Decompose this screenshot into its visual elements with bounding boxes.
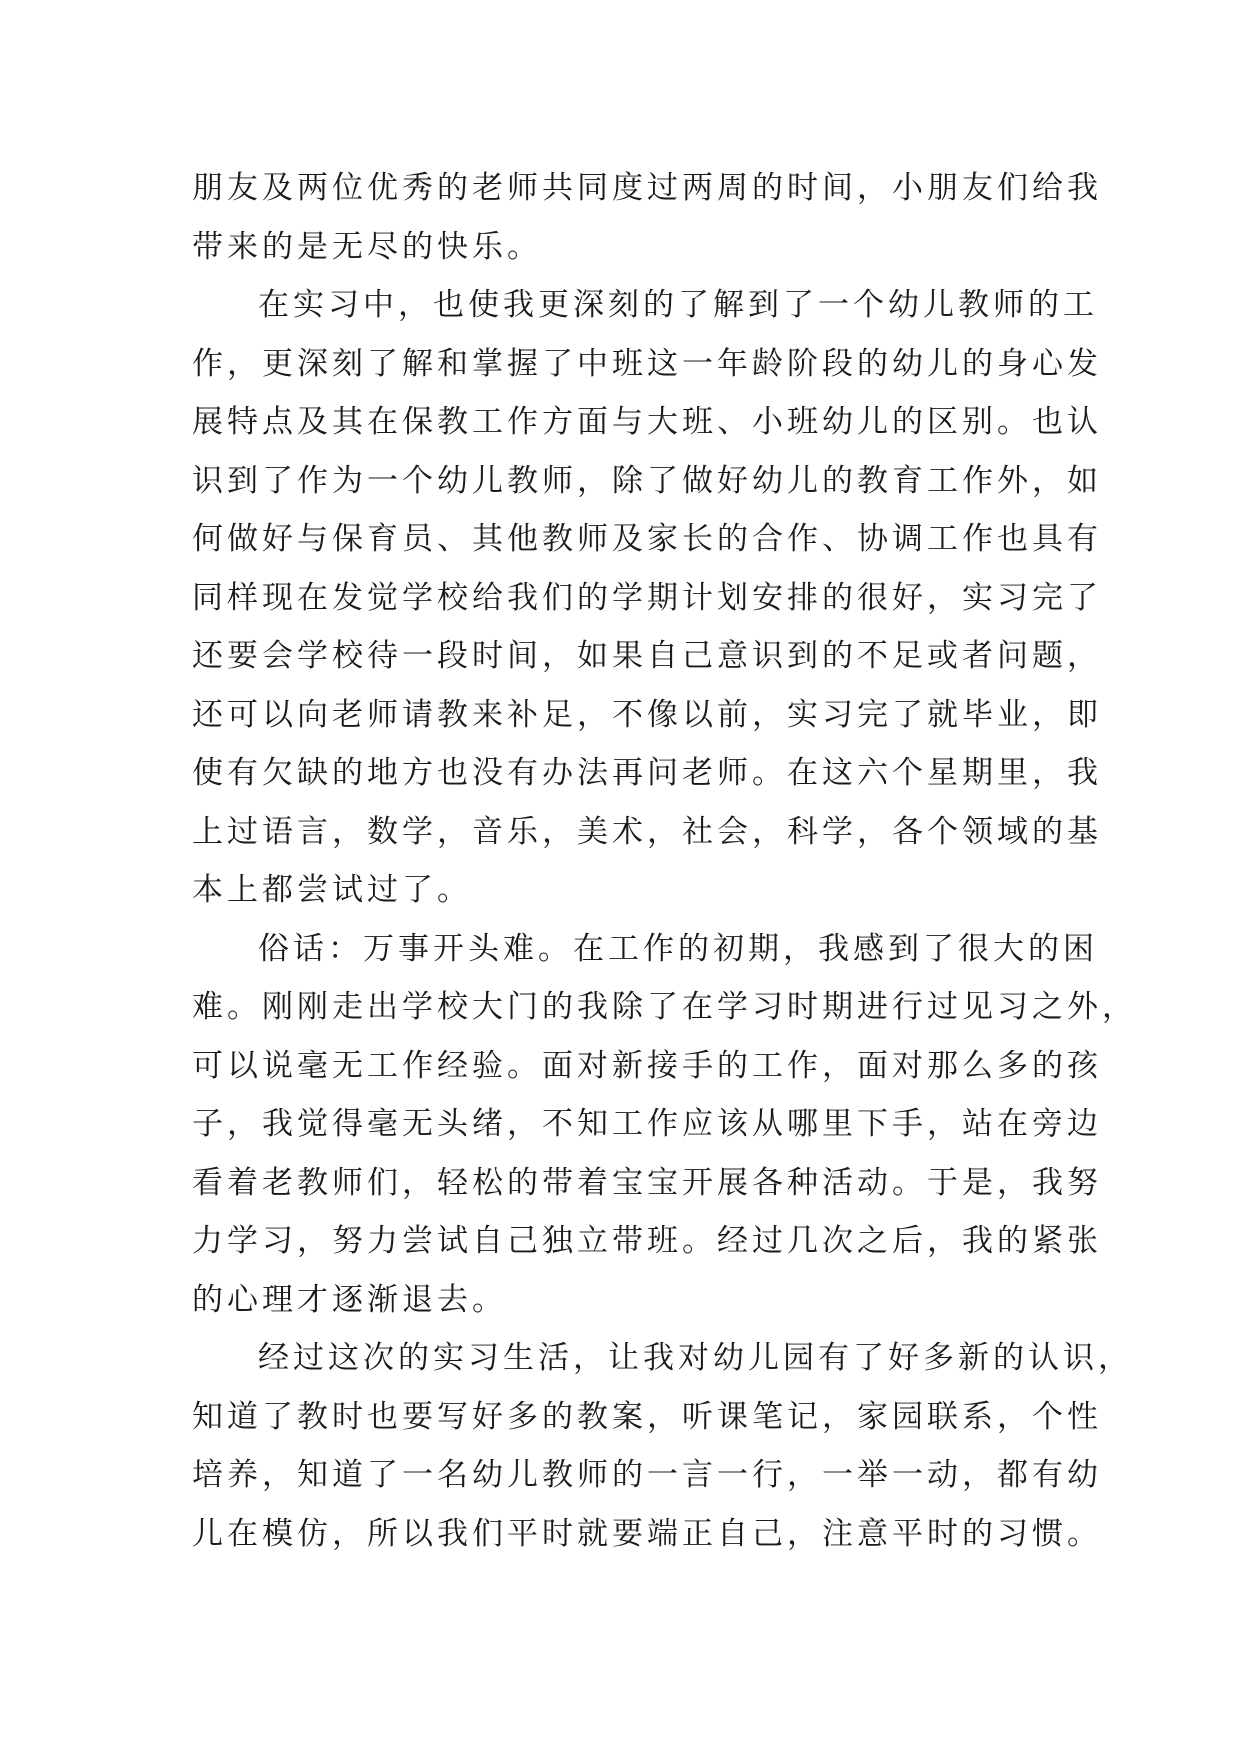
text-line: 的心理才逐渐退去。 xyxy=(192,1281,507,1318)
text-line: 子，我觉得毫无头绪，不知工作应该从哪里下手，站在旁边 xyxy=(192,1106,1102,1142)
text-line: 还可以向老师请教来补足，不像以前，实习完了就毕业，即 xyxy=(192,696,1102,733)
text-line: 俗话：万事开头难。在工作的初期，我感到了很大的困 xyxy=(258,930,1098,967)
text-line: 本上都尝试过了。 xyxy=(192,872,472,908)
text-line: 展特点及其在保教工作方面与大班、小班幼儿的区别。也认 xyxy=(192,404,1102,440)
text-line: 力学习，努力尝试自己独立带班。经过几次之后，我的紧张 xyxy=(192,1223,1102,1259)
text-line: 使有欠缺的地方也没有办法再问老师。在这六个星期里，我 xyxy=(192,755,1102,791)
text-line: 知道了教时也要写好多的教案，听课笔记，家园联系，个性 xyxy=(192,1398,1102,1435)
text-line: 培养，知道了一名幼儿教师的一言一行，一举一动，都有幼 xyxy=(192,1457,1102,1493)
text-line: 何做好与保育员、其他教师及家长的合作、协调工作也具有 xyxy=(192,521,1102,557)
text-line: 同样现在发觉学校给我们的学期计划安排的很好，实习完了 xyxy=(192,579,1102,616)
text-line: 带来的是无尽的快乐。 xyxy=(192,228,542,265)
paragraph-3 xyxy=(192,920,1137,1330)
text-line: 朋友及两位优秀的老师共同度过两周的时间，小朋友们给我 xyxy=(192,170,1102,206)
paragraph-4 xyxy=(192,1329,1133,1563)
text-line: 儿在模仿，所以我们平时就要端正自己，注意平时的习惯。 xyxy=(192,1515,1102,1552)
text-line: 识到了作为一个幼儿教师，除了做好幼儿的教育工作外，如 xyxy=(192,462,1102,499)
text-line: 难。刚刚走出学校大门的我除了在学习时期进行过见习之外， xyxy=(192,989,1137,1025)
text-line: 可以说毫无工作经验。面对新接手的工作，面对那么多的孩 xyxy=(192,1047,1102,1084)
text-line: 经过这次的实习生活，让我对幼儿园有了好多新的认识， xyxy=(258,1340,1133,1376)
paragraph-1 xyxy=(192,159,1102,276)
text-line: 还要会学校待一段时间，如果自己意识到的不足或者问题， xyxy=(192,638,1102,674)
text-line: 看着老教师们，轻松的带着宝宝开展各种活动。于是，我努 xyxy=(192,1164,1102,1201)
text-line: 在实习中，也使我更深刻的了解到了一个幼儿教师的工 xyxy=(258,287,1098,323)
document-body xyxy=(192,159,1137,1563)
text-line: 作，更深刻了解和掌握了中班这一年龄阶段的幼儿的身心发 xyxy=(192,345,1102,382)
text-line: 上过语言，数学，音乐，美术，社会，科学，各个领域的基 xyxy=(192,813,1102,850)
paragraph-2 xyxy=(192,276,1102,920)
